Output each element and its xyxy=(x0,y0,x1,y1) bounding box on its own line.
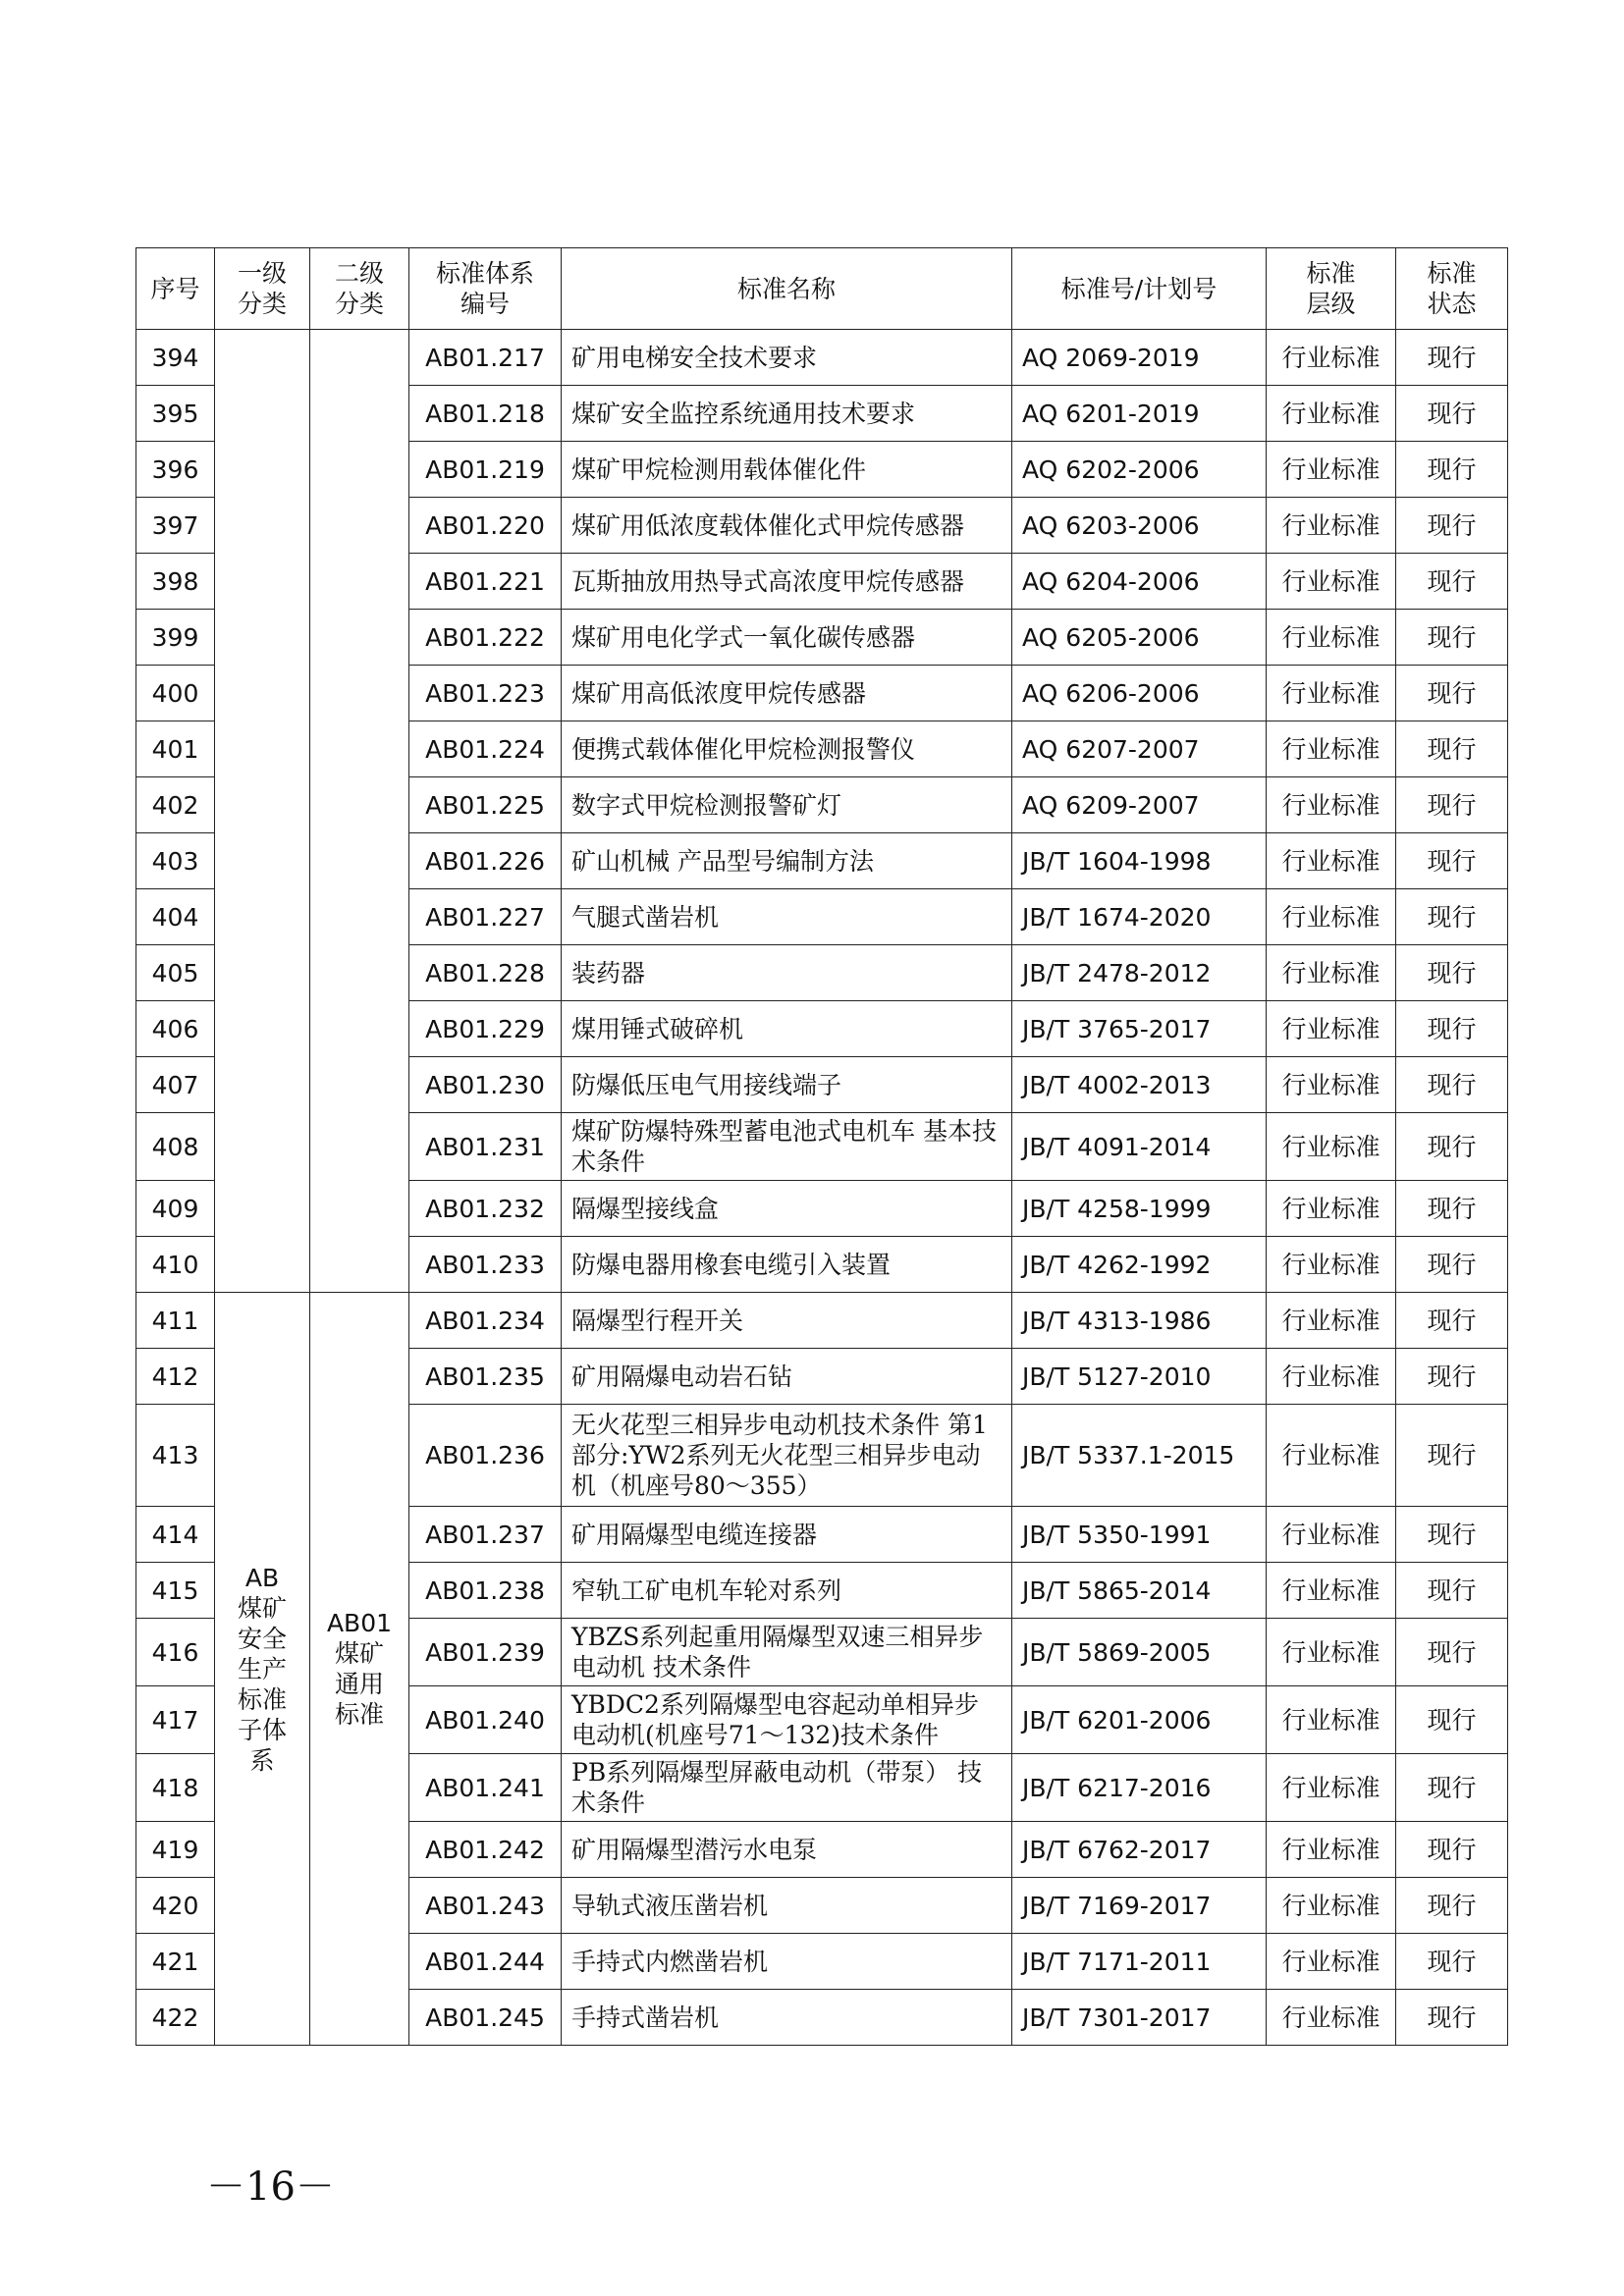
row-number: JB/T 5869-2005 xyxy=(1012,1619,1267,1686)
row-number: JB/T 4258-1999 xyxy=(1012,1181,1267,1237)
row-number: JB/T 1674-2020 xyxy=(1012,889,1267,945)
row-name: 煤矿用低浓度载体催化式甲烷传感器 xyxy=(562,498,1012,554)
row-code: AB01.240 xyxy=(409,1686,562,1754)
row-tier: 行业标准 xyxy=(1267,1990,1396,2046)
row-status: 现行 xyxy=(1396,1563,1508,1619)
row-name: PB系列隔爆型屏蔽电动机（带泵） 技术条件 xyxy=(562,1754,1012,1822)
row-code: AB01.244 xyxy=(409,1934,562,1990)
row-name: 煤用锤式破碎机 xyxy=(562,1001,1012,1057)
row-number: JB/T 7169-2017 xyxy=(1012,1878,1267,1934)
row-status: 现行 xyxy=(1396,554,1508,610)
row-tier: 行业标准 xyxy=(1267,1237,1396,1293)
row-status: 现行 xyxy=(1396,610,1508,666)
table-body xyxy=(136,330,1508,2046)
row-seq: 408 xyxy=(136,1113,215,1181)
row-name: 数字式甲烷检测报警矿灯 xyxy=(562,777,1012,833)
level2-category xyxy=(310,1293,409,2046)
row-code: AB01.218 xyxy=(409,386,562,442)
row-seq: 405 xyxy=(136,945,215,1001)
level2-category-line: 煤矿 xyxy=(334,1639,384,1668)
row-tier: 行业标准 xyxy=(1267,1113,1396,1181)
row-name: 隔爆型行程开关 xyxy=(562,1293,1012,1349)
row-seq: 407 xyxy=(136,1057,215,1113)
row-name: 防爆低压电气用接线端子 xyxy=(562,1057,1012,1113)
row-seq: 406 xyxy=(136,1001,215,1057)
row-name: 气腿式凿岩机 xyxy=(562,889,1012,945)
row-seq: 402 xyxy=(136,777,215,833)
row-status: 现行 xyxy=(1396,833,1508,889)
header-status-line: 标准 xyxy=(1427,259,1477,288)
header-code xyxy=(409,248,562,330)
row-tier: 行业标准 xyxy=(1267,1563,1396,1619)
row-code: AB01.245 xyxy=(409,1990,562,2046)
row-name: 导轨式液压凿岩机 xyxy=(562,1878,1012,1934)
row-code: AB01.220 xyxy=(409,498,562,554)
row-name: 矿用隔爆型潜污水电泵 xyxy=(562,1822,1012,1878)
row-seq: 403 xyxy=(136,833,215,889)
row-number: JB/T 6762-2017 xyxy=(1012,1822,1267,1878)
row-code: AB01.222 xyxy=(409,610,562,666)
row-tier: 行业标准 xyxy=(1267,777,1396,833)
row-seq: 417 xyxy=(136,1686,215,1754)
row-status: 现行 xyxy=(1396,945,1508,1001)
level1-category-line: 子体 xyxy=(237,1715,287,1744)
row-status: 现行 xyxy=(1396,666,1508,721)
row-seq: 401 xyxy=(136,721,215,777)
row-number: JB/T 1604-1998 xyxy=(1012,833,1267,889)
row-name: 矿用隔爆电动岩石钻 xyxy=(562,1349,1012,1405)
row-tier: 行业标准 xyxy=(1267,1686,1396,1754)
row-number: JB/T 4262-1992 xyxy=(1012,1237,1267,1293)
row-seq: 411 xyxy=(136,1293,215,1349)
row-status: 现行 xyxy=(1396,442,1508,498)
row-status: 现行 xyxy=(1396,1934,1508,1990)
row-seq: 412 xyxy=(136,1349,215,1405)
level1-category-line: 煤矿 xyxy=(237,1593,287,1623)
row-number: AQ 6209-2007 xyxy=(1012,777,1267,833)
row-number: JB/T 4091-2014 xyxy=(1012,1113,1267,1181)
row-number: JB/T 4313-1986 xyxy=(1012,1293,1267,1349)
row-number: AQ 6205-2006 xyxy=(1012,610,1267,666)
row-code: AB01.238 xyxy=(409,1563,562,1619)
row-name: 窄轨工矿电机车轮对系列 xyxy=(562,1563,1012,1619)
row-seq: 398 xyxy=(136,554,215,610)
header-name: 标准名称 xyxy=(562,248,1012,330)
row-status: 现行 xyxy=(1396,1349,1508,1405)
row-tier: 行业标准 xyxy=(1267,666,1396,721)
row-status: 现行 xyxy=(1396,498,1508,554)
row-code: AB01.242 xyxy=(409,1822,562,1878)
row-tier: 行业标准 xyxy=(1267,330,1396,386)
header-code-line: 编号 xyxy=(460,290,510,318)
row-tier: 行业标准 xyxy=(1267,1405,1396,1507)
row-code: AB01.235 xyxy=(409,1349,562,1405)
row-name: 防爆电器用橡套电缆引入装置 xyxy=(562,1237,1012,1293)
row-tier: 行业标准 xyxy=(1267,1293,1396,1349)
table-row xyxy=(136,330,1508,386)
level2-category-line: 通用 xyxy=(334,1670,384,1698)
row-tier: 行业标准 xyxy=(1267,1619,1396,1686)
row-code: AB01.241 xyxy=(409,1754,562,1822)
row-tier: 行业标准 xyxy=(1267,1754,1396,1822)
header-code-line: 标准体系 xyxy=(435,259,534,288)
row-status: 现行 xyxy=(1396,330,1508,386)
row-name: 便携式载体催化甲烷检测报警仪 xyxy=(562,721,1012,777)
row-status: 现行 xyxy=(1396,1057,1508,1113)
row-code: AB01.239 xyxy=(409,1619,562,1686)
row-status: 现行 xyxy=(1396,1237,1508,1293)
row-number: JB/T 7171-2011 xyxy=(1012,1934,1267,1990)
row-number: AQ 6202-2006 xyxy=(1012,442,1267,498)
row-code: AB01.217 xyxy=(409,330,562,386)
row-name: 无火花型三相异步电动机技术条件 第1部分:YW2系列无火花型三相异步电动机（机座号80～355） xyxy=(562,1405,1012,1507)
row-code: AB01.237 xyxy=(409,1507,562,1563)
header-status-line: 状态 xyxy=(1427,290,1477,318)
row-seq: 395 xyxy=(136,386,215,442)
row-seq: 396 xyxy=(136,442,215,498)
row-number: JB/T 6201-2006 xyxy=(1012,1686,1267,1754)
row-tier: 行业标准 xyxy=(1267,610,1396,666)
row-name: 手持式内燃凿岩机 xyxy=(562,1934,1012,1990)
row-number: AQ 2069-2019 xyxy=(1012,330,1267,386)
row-name: 矿用电梯安全技术要求 xyxy=(562,330,1012,386)
row-number: AQ 6203-2006 xyxy=(1012,498,1267,554)
row-code: AB01.233 xyxy=(409,1237,562,1293)
row-code: AB01.229 xyxy=(409,1001,562,1057)
header-level2-line: 二级 xyxy=(334,259,384,288)
row-status: 现行 xyxy=(1396,1293,1508,1349)
row-status: 现行 xyxy=(1396,1878,1508,1934)
row-status: 现行 xyxy=(1396,386,1508,442)
row-seq: 415 xyxy=(136,1563,215,1619)
row-number: JB/T 6217-2016 xyxy=(1012,1754,1267,1822)
row-seq: 420 xyxy=(136,1878,215,1934)
row-name: 煤矿用高低浓度甲烷传感器 xyxy=(562,666,1012,721)
row-seq: 400 xyxy=(136,666,215,721)
row-tier: 行业标准 xyxy=(1267,442,1396,498)
row-code: AB01.230 xyxy=(409,1057,562,1113)
header-tier-line: 层级 xyxy=(1306,290,1356,318)
row-tier: 行业标准 xyxy=(1267,1878,1396,1934)
level1-category-line: 标准 xyxy=(237,1684,287,1714)
row-code: AB01.227 xyxy=(409,889,562,945)
row-name: 瓦斯抽放用热导式高浓度甲烷传感器 xyxy=(562,554,1012,610)
row-number: AQ 6201-2019 xyxy=(1012,386,1267,442)
row-number: JB/T 5350-1991 xyxy=(1012,1507,1267,1563)
row-number: JB/T 5337.1-2015 xyxy=(1012,1405,1267,1507)
row-number: AQ 6204-2006 xyxy=(1012,554,1267,610)
row-name: 煤矿甲烷检测用载体催化件 xyxy=(562,442,1012,498)
row-code: AB01.228 xyxy=(409,945,562,1001)
row-status: 现行 xyxy=(1396,777,1508,833)
row-name: 手持式凿岩机 xyxy=(562,1990,1012,2046)
row-seq: 409 xyxy=(136,1181,215,1237)
row-name: 煤矿安全监控系统通用技术要求 xyxy=(562,386,1012,442)
level1-category-line: 安全 xyxy=(237,1624,287,1653)
row-seq: 413 xyxy=(136,1405,215,1507)
row-name: 煤矿防爆特殊型蓄电池式电机车 基本技术条件 xyxy=(562,1113,1012,1181)
row-name: 煤矿用电化学式一氧化碳传感器 xyxy=(562,610,1012,666)
row-code: AB01.224 xyxy=(409,721,562,777)
row-tier: 行业标准 xyxy=(1267,1057,1396,1113)
level1-blank-cell xyxy=(215,330,310,1293)
header-tier-line: 标准 xyxy=(1306,259,1356,288)
row-seq: 416 xyxy=(136,1619,215,1686)
row-code: AB01.243 xyxy=(409,1878,562,1934)
row-name: 矿用隔爆型电缆连接器 xyxy=(562,1507,1012,1563)
row-tier: 行业标准 xyxy=(1267,945,1396,1001)
row-seq: 394 xyxy=(136,330,215,386)
row-name: 矿山机械 产品型号编制方法 xyxy=(562,833,1012,889)
level1-category-line: 生产 xyxy=(237,1654,287,1683)
level2-category-line: AB01 xyxy=(326,1609,393,1637)
row-seq: 399 xyxy=(136,610,215,666)
row-number: JB/T 7301-2017 xyxy=(1012,1990,1267,2046)
row-status: 现行 xyxy=(1396,1686,1508,1754)
table-row xyxy=(136,1293,1508,1349)
row-status: 现行 xyxy=(1396,1619,1508,1686)
row-status: 现行 xyxy=(1396,1001,1508,1057)
row-tier: 行业标准 xyxy=(1267,1181,1396,1237)
row-number: JB/T 5865-2014 xyxy=(1012,1563,1267,1619)
row-number: AQ 6207-2007 xyxy=(1012,721,1267,777)
row-code: AB01.226 xyxy=(409,833,562,889)
header-seq: 序号 xyxy=(136,248,215,330)
row-status: 现行 xyxy=(1396,1507,1508,1563)
level2-blank-cell xyxy=(310,330,409,1293)
row-seq: 414 xyxy=(136,1507,215,1563)
row-number: JB/T 3765-2017 xyxy=(1012,1001,1267,1057)
row-seq: 404 xyxy=(136,889,215,945)
row-seq: 422 xyxy=(136,1990,215,2046)
level2-category-line: 标准 xyxy=(334,1700,384,1729)
table-header-row xyxy=(136,248,1508,330)
row-tier: 行业标准 xyxy=(1267,1507,1396,1563)
level1-category-line: AB xyxy=(244,1563,280,1592)
row-code: AB01.223 xyxy=(409,666,562,721)
row-tier: 行业标准 xyxy=(1267,1934,1396,1990)
row-status: 现行 xyxy=(1396,1822,1508,1878)
row-name: YBZS系列起重用隔爆型双速三相异步电动机 技术条件 xyxy=(562,1619,1012,1686)
header-tier xyxy=(1267,248,1396,330)
level1-category-line: 系 xyxy=(249,1745,275,1775)
row-name: 装药器 xyxy=(562,945,1012,1001)
row-tier: 行业标准 xyxy=(1267,554,1396,610)
row-tier: 行业标准 xyxy=(1267,889,1396,945)
row-tier: 行业标准 xyxy=(1267,386,1396,442)
header-status xyxy=(1396,248,1508,330)
row-code: AB01.219 xyxy=(409,442,562,498)
row-seq: 418 xyxy=(136,1754,215,1822)
row-name: YBDC2系列隔爆型电容起动单相异步电动机(机座号71～132)技术条件 xyxy=(562,1686,1012,1754)
row-seq: 421 xyxy=(136,1934,215,1990)
row-status: 现行 xyxy=(1396,1990,1508,2046)
row-code: AB01.225 xyxy=(409,777,562,833)
row-code: AB01.236 xyxy=(409,1405,562,1507)
row-code: AB01.232 xyxy=(409,1181,562,1237)
row-seq: 410 xyxy=(136,1237,215,1293)
row-tier: 行业标准 xyxy=(1267,1349,1396,1405)
row-number: JB/T 2478-2012 xyxy=(1012,945,1267,1001)
row-status: 现行 xyxy=(1396,1113,1508,1181)
row-name: 隔爆型接线盒 xyxy=(562,1181,1012,1237)
standards-table xyxy=(135,247,1508,2046)
row-tier: 行业标准 xyxy=(1267,833,1396,889)
level1-category xyxy=(215,1293,310,2046)
row-tier: 行业标准 xyxy=(1267,498,1396,554)
row-code: AB01.234 xyxy=(409,1293,562,1349)
row-status: 现行 xyxy=(1396,889,1508,945)
row-code: AB01.221 xyxy=(409,554,562,610)
row-status: 现行 xyxy=(1396,1405,1508,1507)
row-number: AQ 6206-2006 xyxy=(1012,666,1267,721)
header-level1-line: 一级 xyxy=(237,259,287,288)
row-tier: 行业标准 xyxy=(1267,1822,1396,1878)
row-number: JB/T 4002-2013 xyxy=(1012,1057,1267,1113)
row-status: 现行 xyxy=(1396,1754,1508,1822)
row-status: 现行 xyxy=(1396,1181,1508,1237)
row-seq: 397 xyxy=(136,498,215,554)
row-tier: 行业标准 xyxy=(1267,721,1396,777)
row-code: AB01.231 xyxy=(409,1113,562,1181)
header-level1 xyxy=(215,248,310,330)
header-level2-line: 分类 xyxy=(334,290,384,318)
row-seq: 419 xyxy=(136,1822,215,1878)
header-level2 xyxy=(310,248,409,330)
row-tier: 行业标准 xyxy=(1267,1001,1396,1057)
page-number: －16－ xyxy=(206,2164,335,2210)
row-number: JB/T 5127-2010 xyxy=(1012,1349,1267,1405)
header-number: 标准号/计划号 xyxy=(1012,248,1267,330)
header-level1-line: 分类 xyxy=(237,290,287,318)
row-status: 现行 xyxy=(1396,721,1508,777)
